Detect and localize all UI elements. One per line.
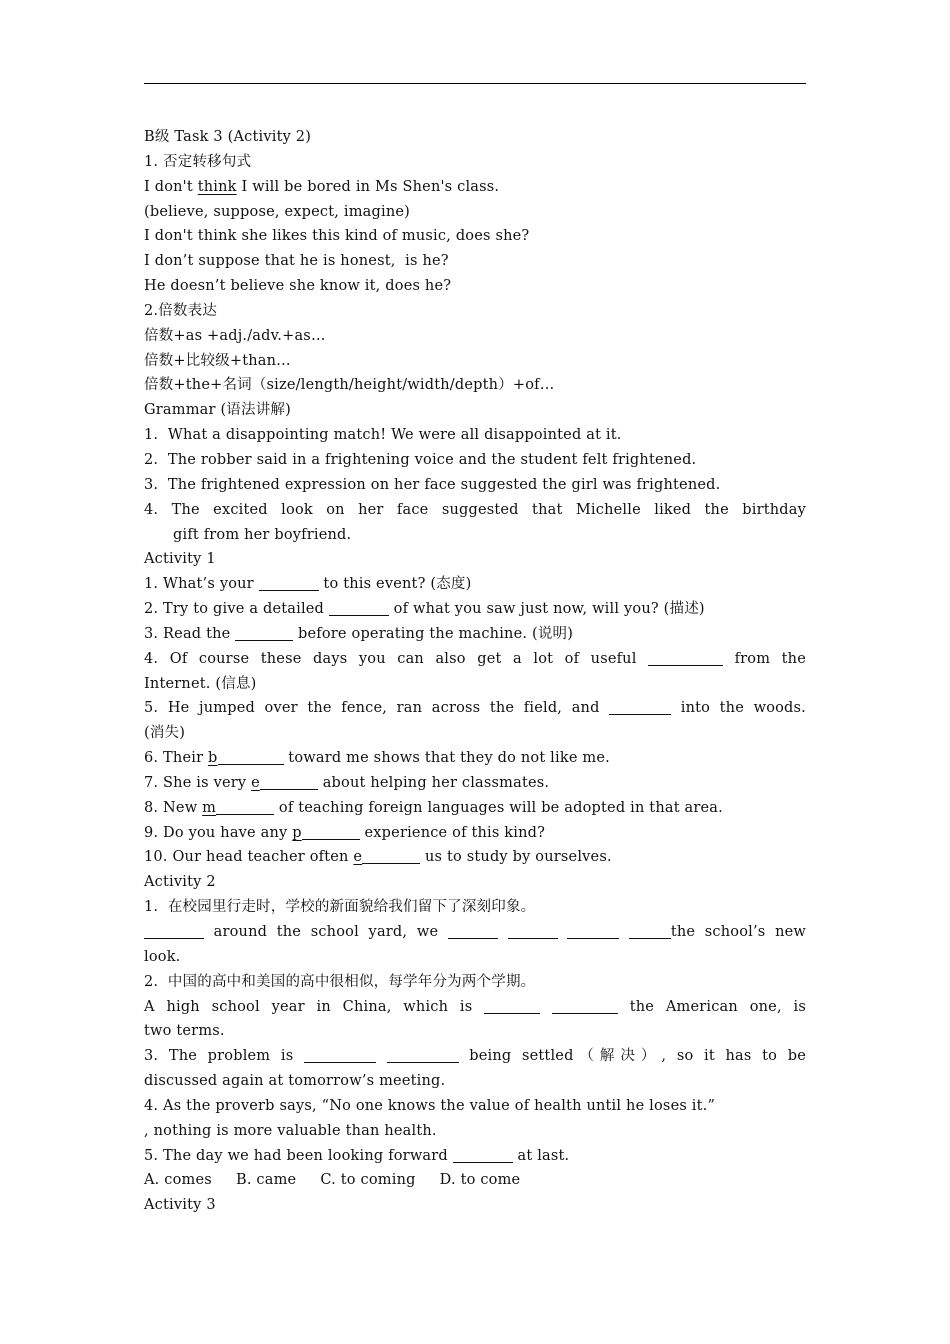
- exercise-item: 1. What’s your to this event? (态度): [144, 576, 472, 593]
- answer-blank[interactable]: [387, 1048, 459, 1063]
- exercise-item: 10. Our head teacher often e us to study by ourselves.: [144, 849, 612, 866]
- exercise-item: 8. New m of teaching foreign languages will be adopted in that area.: [144, 799, 723, 816]
- translation-item: 3. The problem is being settled（解决）, so it has to be: [144, 1048, 806, 1065]
- grammar-item: 2. The robber said in a frightening voice and the student felt frightened.: [144, 451, 697, 468]
- verb-list: (believe, suppose, expect, imagine): [144, 203, 410, 220]
- answer-blank[interactable]: [453, 1148, 513, 1163]
- exercise-item-continued: Internet. (信息): [144, 675, 257, 692]
- translation-item: A high school year in China, which is the American one, is: [144, 998, 807, 1015]
- translation-item-continued: discussed again at tomorrow’s meeting.: [144, 1073, 446, 1090]
- answer-blank[interactable]: [302, 825, 360, 840]
- answer-blank[interactable]: [304, 1048, 376, 1063]
- answer-blank[interactable]: [629, 924, 671, 939]
- translation-item: 4. As the proverb says, “No one knows the value of health until he loses it.”: [144, 1097, 716, 1114]
- exercise-item: 5. He jumped over the fence, ran across the field, and into the woods.: [144, 700, 806, 717]
- answer-blank[interactable]: [567, 924, 619, 939]
- answer-blank[interactable]: [235, 626, 293, 641]
- example-line: I don't think I will be bored in Ms Shen's class.: [144, 178, 500, 195]
- grammar-item: 3. The frightened expression on her face suggested the girl was frightened.: [144, 476, 721, 493]
- heading-activity-1: Activity 1: [144, 551, 216, 568]
- first-letter-hint: e: [251, 774, 260, 791]
- pattern-line: 倍数+the+名词（size/length/height/width/depth）+of…: [144, 377, 555, 394]
- example-line: I don’t suppose that he is honest, is he?: [144, 253, 449, 270]
- translation-prompt: 2. 中国的高中和美国的高中很相似，每学年分为两个学期。: [144, 973, 536, 990]
- exercise-item: 9. Do you have any p experience of this kind?: [144, 824, 546, 841]
- heading-negation-transfer: 1. 否定转移句式: [144, 153, 252, 170]
- pattern-line: 倍数+比较级+than…: [144, 352, 291, 369]
- exercise-item: 2. Try to give a detailed of what you saw just now, will you? (描述): [144, 601, 705, 618]
- translation-item-continued: two terms.: [144, 1023, 225, 1040]
- first-letter-hint: p: [292, 824, 302, 841]
- first-letter-hint: e: [353, 849, 363, 866]
- answer-blank[interactable]: [508, 924, 558, 939]
- answer-blank[interactable]: [648, 651, 723, 666]
- heading-grammar: Grammar (语法讲解): [144, 402, 291, 419]
- answer-blank[interactable]: [609, 700, 671, 715]
- example-line: He doesn’t believe she know it, does he?: [144, 278, 452, 295]
- answer-blank[interactable]: [484, 999, 540, 1014]
- first-letter-hint: m: [202, 799, 217, 816]
- answer-blank[interactable]: [448, 924, 498, 939]
- translation-item: around the school yard, we the school’s new: [144, 920, 806, 945]
- exercise-item: 3. Read the before operating the machine. (说明): [144, 625, 574, 642]
- answer-blank[interactable]: [216, 800, 274, 815]
- first-letter-hint: b: [208, 750, 218, 767]
- choice-options: A. comes B. came C. to coming D. to come: [144, 1172, 521, 1189]
- grammar-item-continued: gift from her boyfriend.: [173, 526, 352, 543]
- exercise-item: 6. Their b toward me shows that they do not like me.: [144, 750, 610, 767]
- document-body: [144, 125, 806, 1218]
- answer-blank[interactable]: [260, 775, 318, 790]
- answer-blank[interactable]: [144, 924, 204, 939]
- exercise-item: 7. She is very e about helping her classmates.: [144, 774, 550, 791]
- underlined-word: think: [197, 178, 237, 195]
- example-line: I don't think she likes this kind of music, does she?: [144, 228, 530, 245]
- heading-activity-3: Activity 3: [144, 1197, 216, 1214]
- answer-blank[interactable]: [362, 849, 420, 864]
- exercise-item-continued: (消失): [144, 725, 186, 742]
- grammar-item: 1. What a disappointing match! We were all disappointed at it.: [144, 427, 622, 444]
- header-rule: [144, 83, 806, 84]
- answer-blank[interactable]: [552, 999, 618, 1014]
- heading-activity-2: Activity 2: [144, 874, 216, 891]
- heading-multiples: 2.倍数表达: [144, 302, 218, 319]
- section-title: B级 Task 3 (Activity 2): [144, 129, 312, 145]
- translation-item-continued: , nothing is more valuable than health.: [144, 1122, 437, 1139]
- translation-item-continued: look.: [144, 948, 181, 965]
- choice-question: 5. The day we had been looking forward at last.: [144, 1147, 570, 1164]
- answer-blank[interactable]: [218, 750, 284, 765]
- pattern-line: 倍数+as +adj./adv.+as…: [144, 327, 326, 344]
- exercise-item: 4. Of course these days you can also get a lot of useful from the: [144, 650, 806, 667]
- answer-blank[interactable]: [329, 601, 389, 616]
- translation-prompt: 1. 在校园里行走时，学校的新面貌给我们留下了深刻印象。: [144, 899, 536, 916]
- grammar-item: 4. The excited look on her face suggested that Michelle liked the birthday: [144, 501, 806, 518]
- answer-blank[interactable]: [259, 576, 319, 591]
